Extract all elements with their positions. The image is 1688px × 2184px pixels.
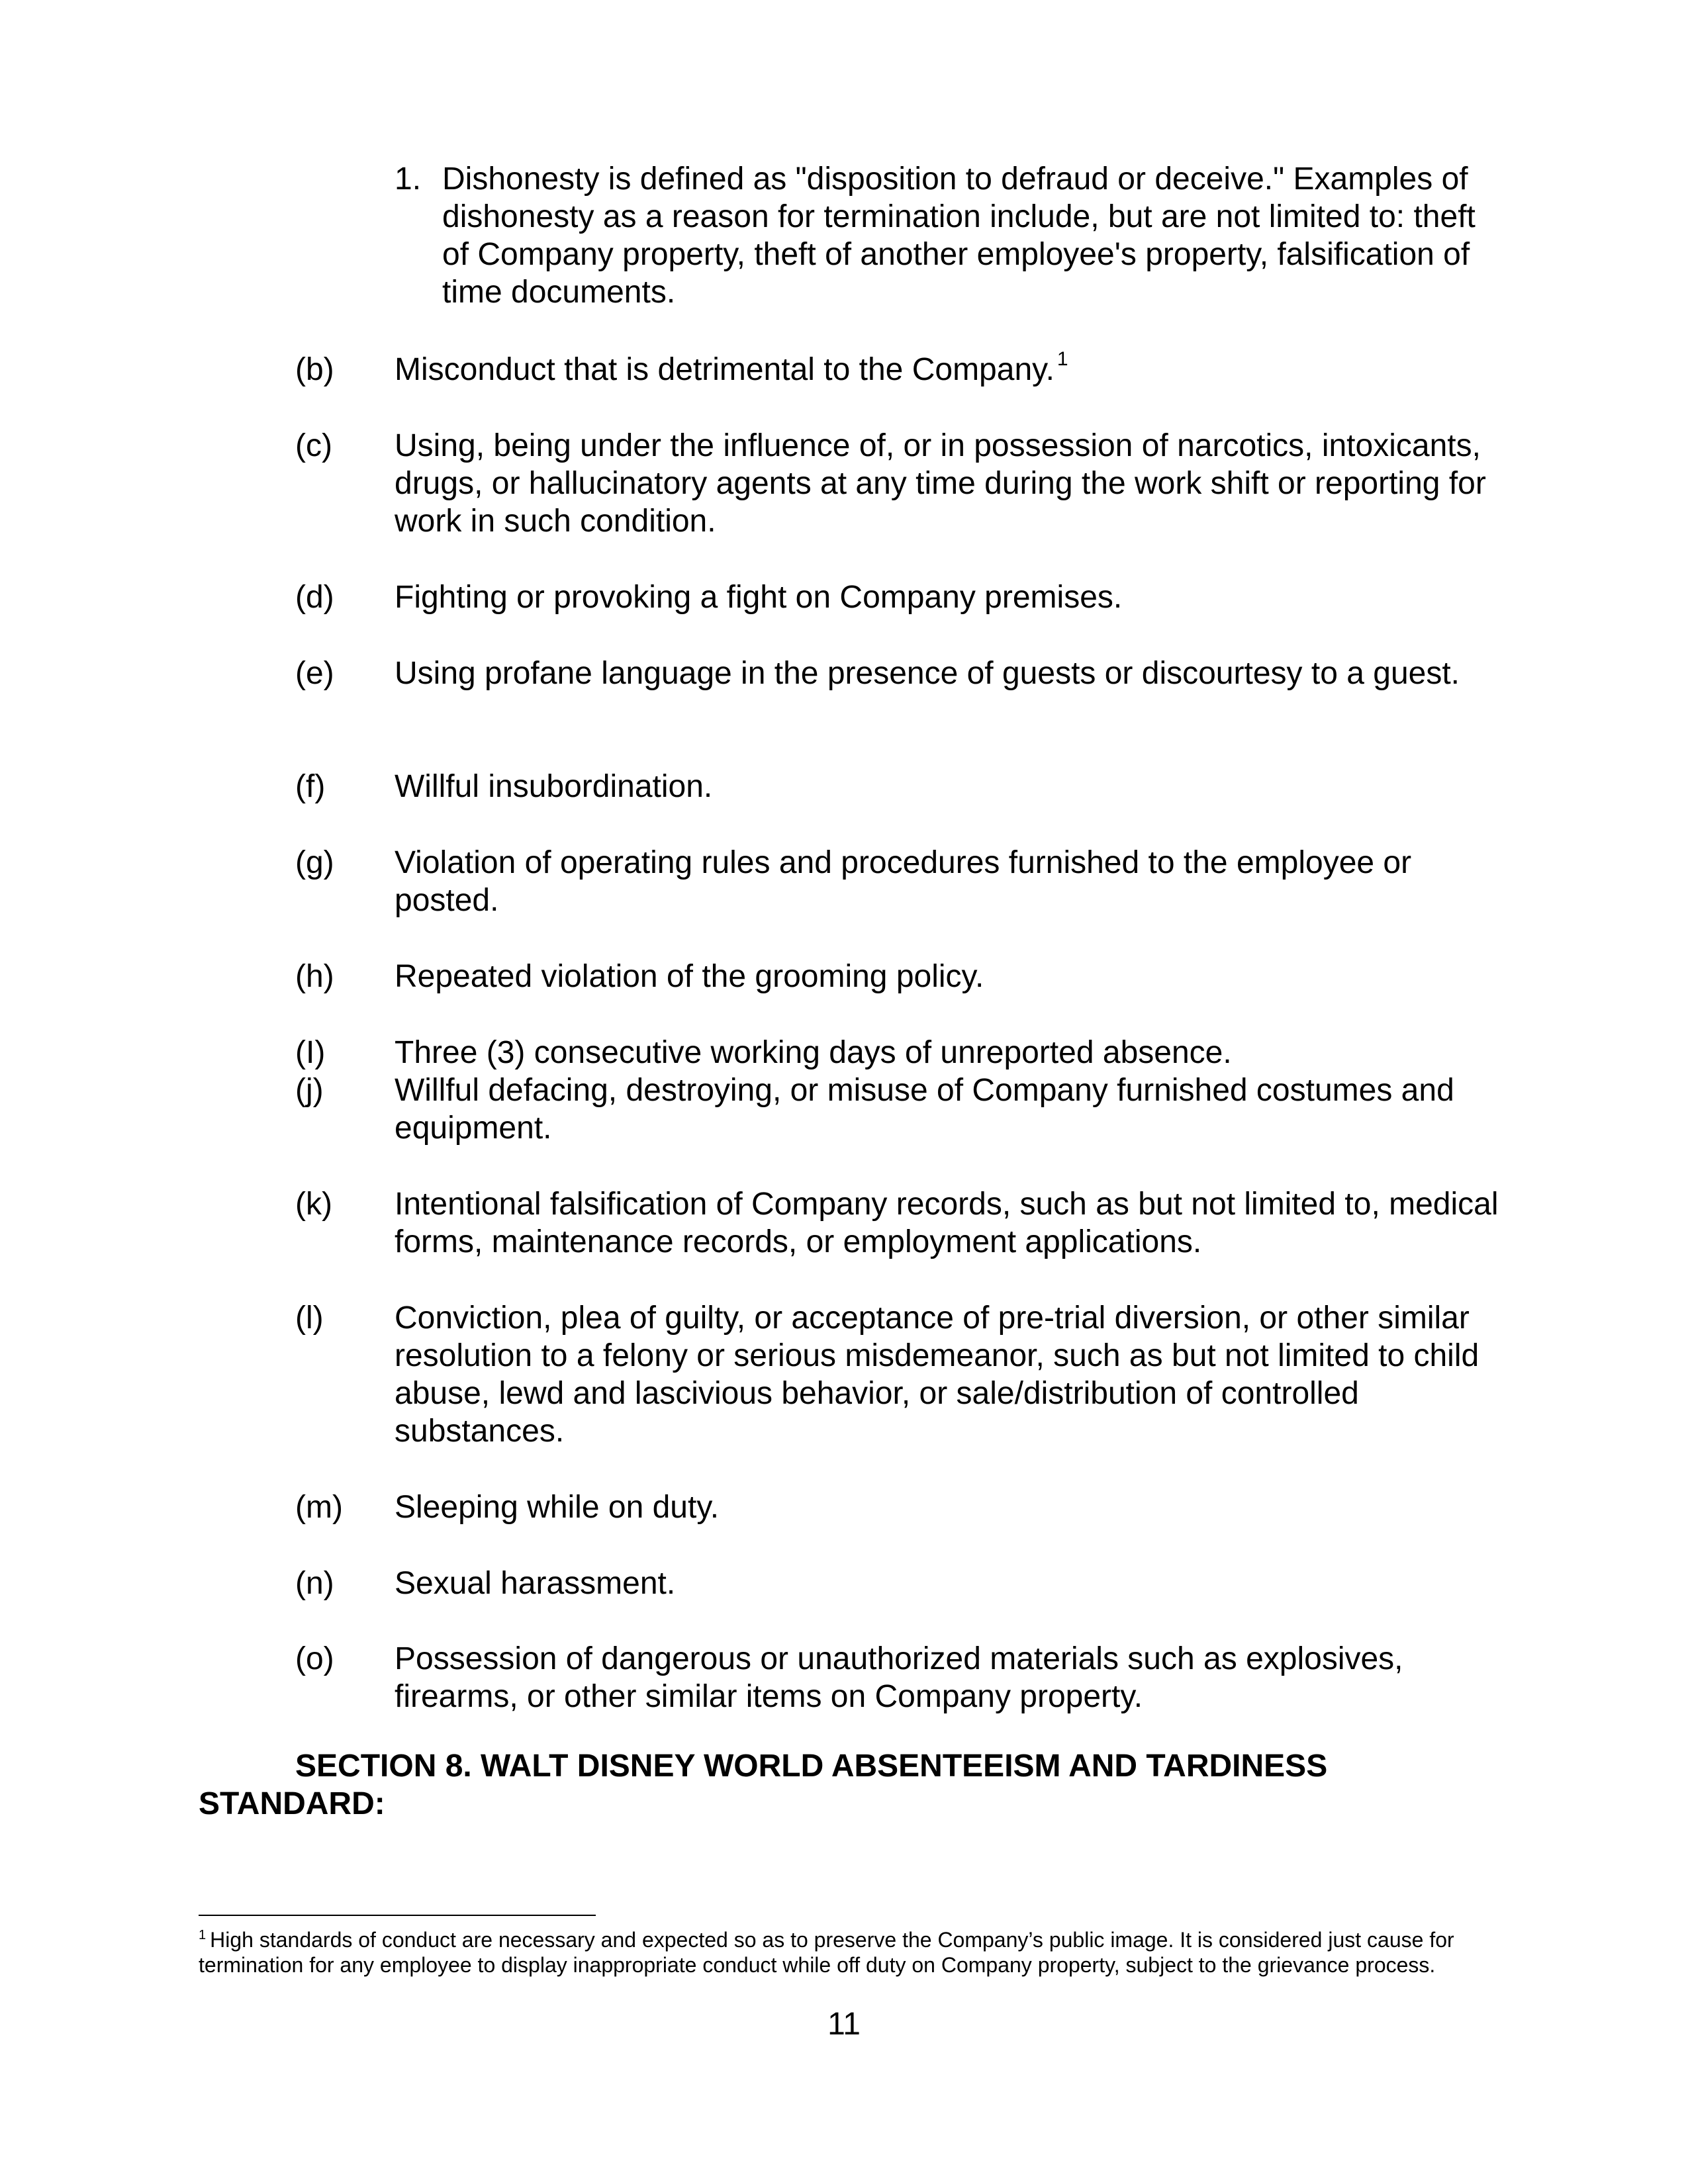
item-label: (g): [295, 845, 334, 880]
item-label: (b): [295, 352, 334, 387]
item-text: Three (3) consecutive working days of unreported absence.: [395, 1035, 1232, 1070]
item-label: (l): [295, 1300, 324, 1336]
item-text: Using, being under the influence of, or in possession of narcotics, intoxicants, drugs, or hallucinatory agents at any time during the work shift or reporting for work in such condition.: [395, 428, 1486, 539]
item-label: (o): [295, 1641, 334, 1676]
item-label: (m): [295, 1490, 343, 1525]
item-text: Repeated violation of the grooming policy.: [395, 959, 984, 994]
item-label: (n): [295, 1566, 334, 1601]
footnote-text: High standards of conduct are necessary and expected so as to preserve the Company’s public image. It is considered just cause for termination for any employee to display inappropriate conduct while off duty on Company property, subject to the grievance process.: [199, 1928, 1454, 1977]
footnote: [199, 1927, 1496, 1978]
item-label: (k): [295, 1187, 332, 1222]
item-text-container: [395, 348, 1507, 388]
item-label: (d): [295, 580, 334, 615]
item-label: (h): [295, 959, 334, 994]
item-text: Willful defacing, destroying, or misuse of Company furnished costumes and equipment.: [395, 1073, 1454, 1146]
section-heading-line2: STANDARD:: [199, 1786, 385, 1821]
footnote-reference[interactable]: 1: [1056, 348, 1068, 370]
footnote-marker: 1: [199, 1928, 207, 1942]
item-text: Possession of dangerous or unauthorized materials such as explosives, firearms, or other similar items on Company property.: [395, 1641, 1403, 1714]
item-text: Sexual harassment.: [395, 1566, 676, 1601]
item-text: Using profane language in the presence of guests or discourtesy to a guest.: [395, 656, 1460, 691]
item-text: Willful insubordination.: [395, 769, 713, 804]
section-heading: [199, 1747, 1489, 1823]
item-number: 1.: [395, 161, 422, 197]
item-label: (j): [295, 1073, 324, 1108]
item-text: Fighting or provoking a fight on Company premises.: [395, 580, 1123, 615]
item-text: Dishonesty is defined as "disposition to defraud or deceive." Examples of dishonesty as a reason for termination include, but are not limited to: theft of Company property, theft of another employee's property, falsification of time documents.: [442, 161, 1476, 310]
footnote-separator: [199, 1915, 596, 1916]
item-text: Violation of operating rules and procedures furnished to the employee or posted.: [395, 845, 1412, 918]
item-text: Conviction, plea of guilty, or acceptance of pre-trial diversion, or other similar resolution to a felony or serious misdemeanor, such as but not limited to child abuse, lewd and lascivious behavior, or sale/distribution of controlled substances.: [395, 1300, 1479, 1449]
item-label: (c): [295, 428, 332, 463]
item-label: (e): [295, 656, 334, 691]
item-label: (I): [295, 1035, 326, 1070]
section-heading-line1: SECTION 8. WALT DISNEY WORLD ABSENTEEISM AND TARDINESS: [295, 1749, 1328, 1784]
page-number: 11: [827, 2007, 861, 2042]
item-label: (f): [295, 769, 326, 804]
item-text: Sleeping while on duty.: [395, 1490, 720, 1525]
item-text: Intentional falsification of Company records, such as but not limited to, medical forms, maintenance records, or employment applications.: [395, 1187, 1499, 1259]
item-text: Misconduct that is detrimental to the Company.: [395, 352, 1055, 387]
